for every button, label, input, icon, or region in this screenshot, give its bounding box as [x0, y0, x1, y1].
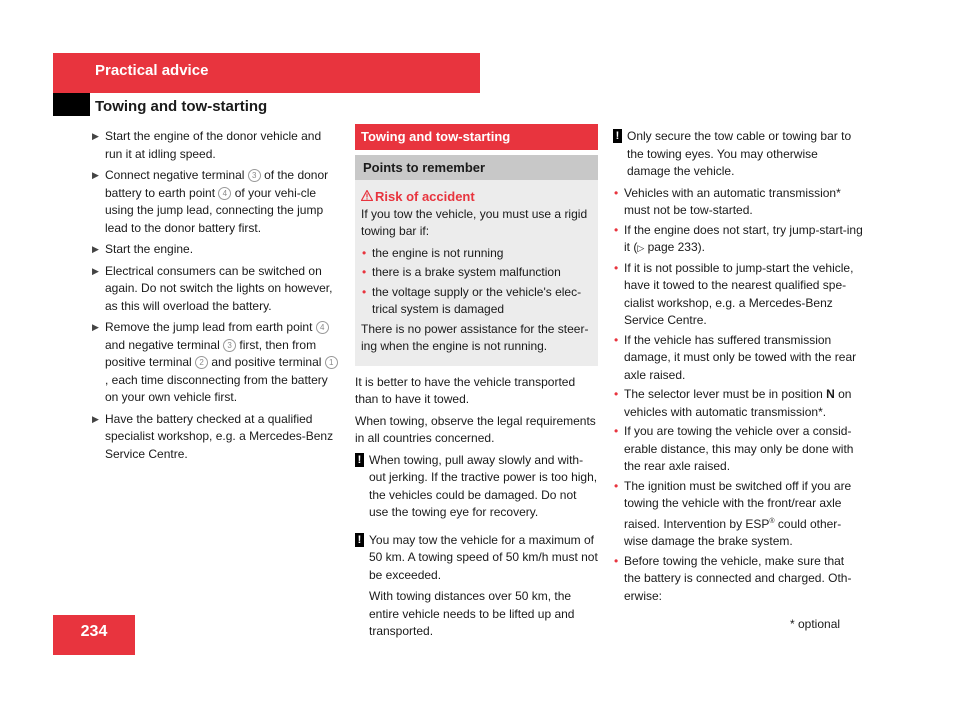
notice-text: With towing distances over 50 km, the entire vehicle needs to be lifted up and transported. — [369, 589, 575, 638]
circled-number: 3 — [223, 339, 236, 352]
instruction-step — [90, 128, 340, 163]
instruction-step — [90, 263, 340, 316]
triangle-right-icon: ▶ — [92, 131, 99, 141]
notice — [355, 452, 598, 522]
step-text: Remove the jump lead from earth point — [105, 320, 316, 334]
page-title: Towing and tow-starting — [95, 98, 268, 115]
list-item — [361, 264, 592, 282]
bullet-dot-icon: • — [614, 260, 619, 275]
step-text: first, then from positive terminal — [105, 337, 317, 369]
step-text: Start the engine. — [105, 242, 194, 256]
column-left — [90, 128, 340, 467]
bullet-dot-icon: • — [362, 245, 367, 260]
circled-number: 4 — [218, 187, 231, 200]
notice-text: You may tow the vehicle for a maximum of 50 km. A towing speed of 50 km/h must not be exceeded. — [369, 532, 598, 582]
step-text: Connect negative terminal — [105, 168, 248, 182]
header-marker — [53, 93, 90, 116]
instruction-step — [90, 411, 340, 464]
warning-outro: There is no power assistance for the steer-ing when the engine is not running. — [361, 321, 589, 353]
warning-heading — [361, 188, 592, 206]
column-middle — [355, 124, 598, 645]
box-heading: Points to remember — [355, 155, 598, 181]
triangle-right-icon: ▶ — [92, 413, 99, 424]
section-title: Practical advice — [95, 62, 209, 79]
list-item-text: on vehicles with automatic transmission*. — [624, 387, 852, 419]
list-item-text: If you are towing the vehicle over a consid-erable distance, this may only be done with the rear axle raised. — [624, 424, 854, 473]
notice-text: When towing, pull away slowly and with-out jerking. If the tractive power is too high, the vehicles could be damaged. Do not use the towing eye for recovery. — [369, 452, 598, 519]
list-item — [613, 185, 863, 220]
step-text: Have the battery checked at a qualified specialist workshop, e.g. a Mercedes-Benz Service Centre. — [105, 411, 334, 461]
warning-triangle-icon — [361, 188, 375, 206]
circled-number: 3 — [248, 169, 261, 182]
warning-list — [361, 245, 592, 319]
step-text: , each time disconnecting from the battery on your own vehicle first. — [105, 372, 328, 404]
list-item-text: the engine is not running — [372, 245, 504, 260]
triangle-right-icon: ▶ — [92, 265, 99, 276]
registered-mark: ® — [769, 517, 775, 525]
instruction-step — [90, 319, 340, 407]
step-text: of the donor battery to earth point — [105, 168, 329, 200]
list-item — [613, 260, 863, 330]
section-heading: Towing and tow-starting — [355, 124, 598, 150]
bullet-dot-icon: • — [614, 424, 619, 438]
list-item — [613, 332, 863, 385]
triangle-right-icon: ▶ — [92, 322, 99, 332]
list-item-text: there is a brake system malfunction — [372, 265, 561, 279]
page-number-box — [53, 615, 135, 655]
step-text: and negative terminal — [105, 337, 224, 352]
exclamation-icon: ! — [613, 129, 622, 143]
list-item-text: The ignition must be switched off if you are towing the vehicle with the front/rear axle raised. Intervention by ESP — [624, 478, 852, 531]
bullet-dot-icon: • — [614, 332, 619, 347]
list-item-text: The selector lever must be in position — [624, 387, 827, 401]
bullet-dot-icon: • — [362, 265, 367, 279]
circled-number: 4 — [316, 321, 329, 334]
exclamation-icon: ! — [355, 453, 364, 467]
page-number: 234 — [80, 623, 108, 640]
warning-title: Risk of accident — [375, 189, 475, 204]
list-item — [613, 478, 863, 551]
list-item-text: Vehicles with an automatic transmission* must not be tow-started. — [624, 185, 841, 217]
step-text: of your vehi-cle using the jump lead, connecting the jump lead to the donor battery first. — [105, 185, 324, 235]
circled-number: 1 — [325, 356, 338, 369]
exclamation-icon: ! — [355, 533, 364, 547]
column-right — [613, 128, 863, 607]
points-box — [355, 155, 598, 366]
list-item-text: If the vehicle has suffered transmission damage, it must only be towed with the rear axle raised. — [624, 332, 857, 382]
page-reference-icon[interactable]: ▷ — [637, 243, 645, 253]
notice — [355, 532, 598, 641]
list-item-text: the voltage supply or the vehicle's elec-trical system is damaged — [372, 284, 582, 316]
triangle-right-icon: ▶ — [92, 170, 99, 180]
list-item — [613, 386, 863, 421]
list-item-text: Before towing the vehicle, make sure that the battery is connected and charged. Oth-erwise: — [624, 553, 852, 603]
list-item — [361, 284, 592, 319]
circled-number: 2 — [195, 356, 208, 369]
instruction-step — [90, 167, 340, 237]
notice-text: Only secure the tow cable or towing bar to the towing eyes. You may otherwise damage the vehicle. — [627, 129, 852, 178]
list-item — [613, 222, 863, 258]
list-item — [613, 553, 863, 606]
list-item — [361, 245, 592, 263]
list-item — [613, 423, 863, 476]
instruction-step — [90, 241, 340, 259]
notice — [613, 128, 863, 181]
triangle-right-icon: ▶ — [92, 244, 99, 254]
bullet-dot-icon: • — [614, 222, 619, 237]
footnote: * optional — [790, 617, 841, 631]
step-text: Start the engine of the donor vehicle and run it at idling speed. — [105, 129, 322, 161]
list-item-text: If the engine does not start, try jump-start-ing it ( — [624, 222, 863, 254]
page-reference[interactable]: page 233). — [644, 240, 705, 254]
bullet-dot-icon: • — [614, 387, 619, 401]
list-item-text: could other-wise damage the brake system. — [624, 516, 842, 548]
paragraph: When towing, observe the legal requirements in all countries concerned. — [355, 413, 596, 445]
paragraph: It is better to have the vehicle transported than to have it towed. — [355, 374, 576, 406]
position-label: N — [826, 387, 835, 401]
step-text: Electrical consumers can be switched on again. Do not switch the lights on however, as this will overload the battery. — [105, 263, 333, 313]
bullet-dot-icon: • — [614, 185, 619, 200]
list-item-text: If it is not possible to jump-start the vehicle, have it towed to the nearest qualified spe-cialist workshop, e.g. a Mercedes-Benz Service Centre. — [624, 260, 854, 327]
bullet-dot-icon: • — [614, 553, 619, 568]
bullet-dot-icon: • — [362, 284, 367, 299]
bullet-dot-icon: • — [614, 478, 619, 493]
step-text: and positive terminal — [208, 355, 325, 369]
warning-intro: If you tow the vehicle, you must use a rigid towing bar if: — [361, 206, 588, 238]
